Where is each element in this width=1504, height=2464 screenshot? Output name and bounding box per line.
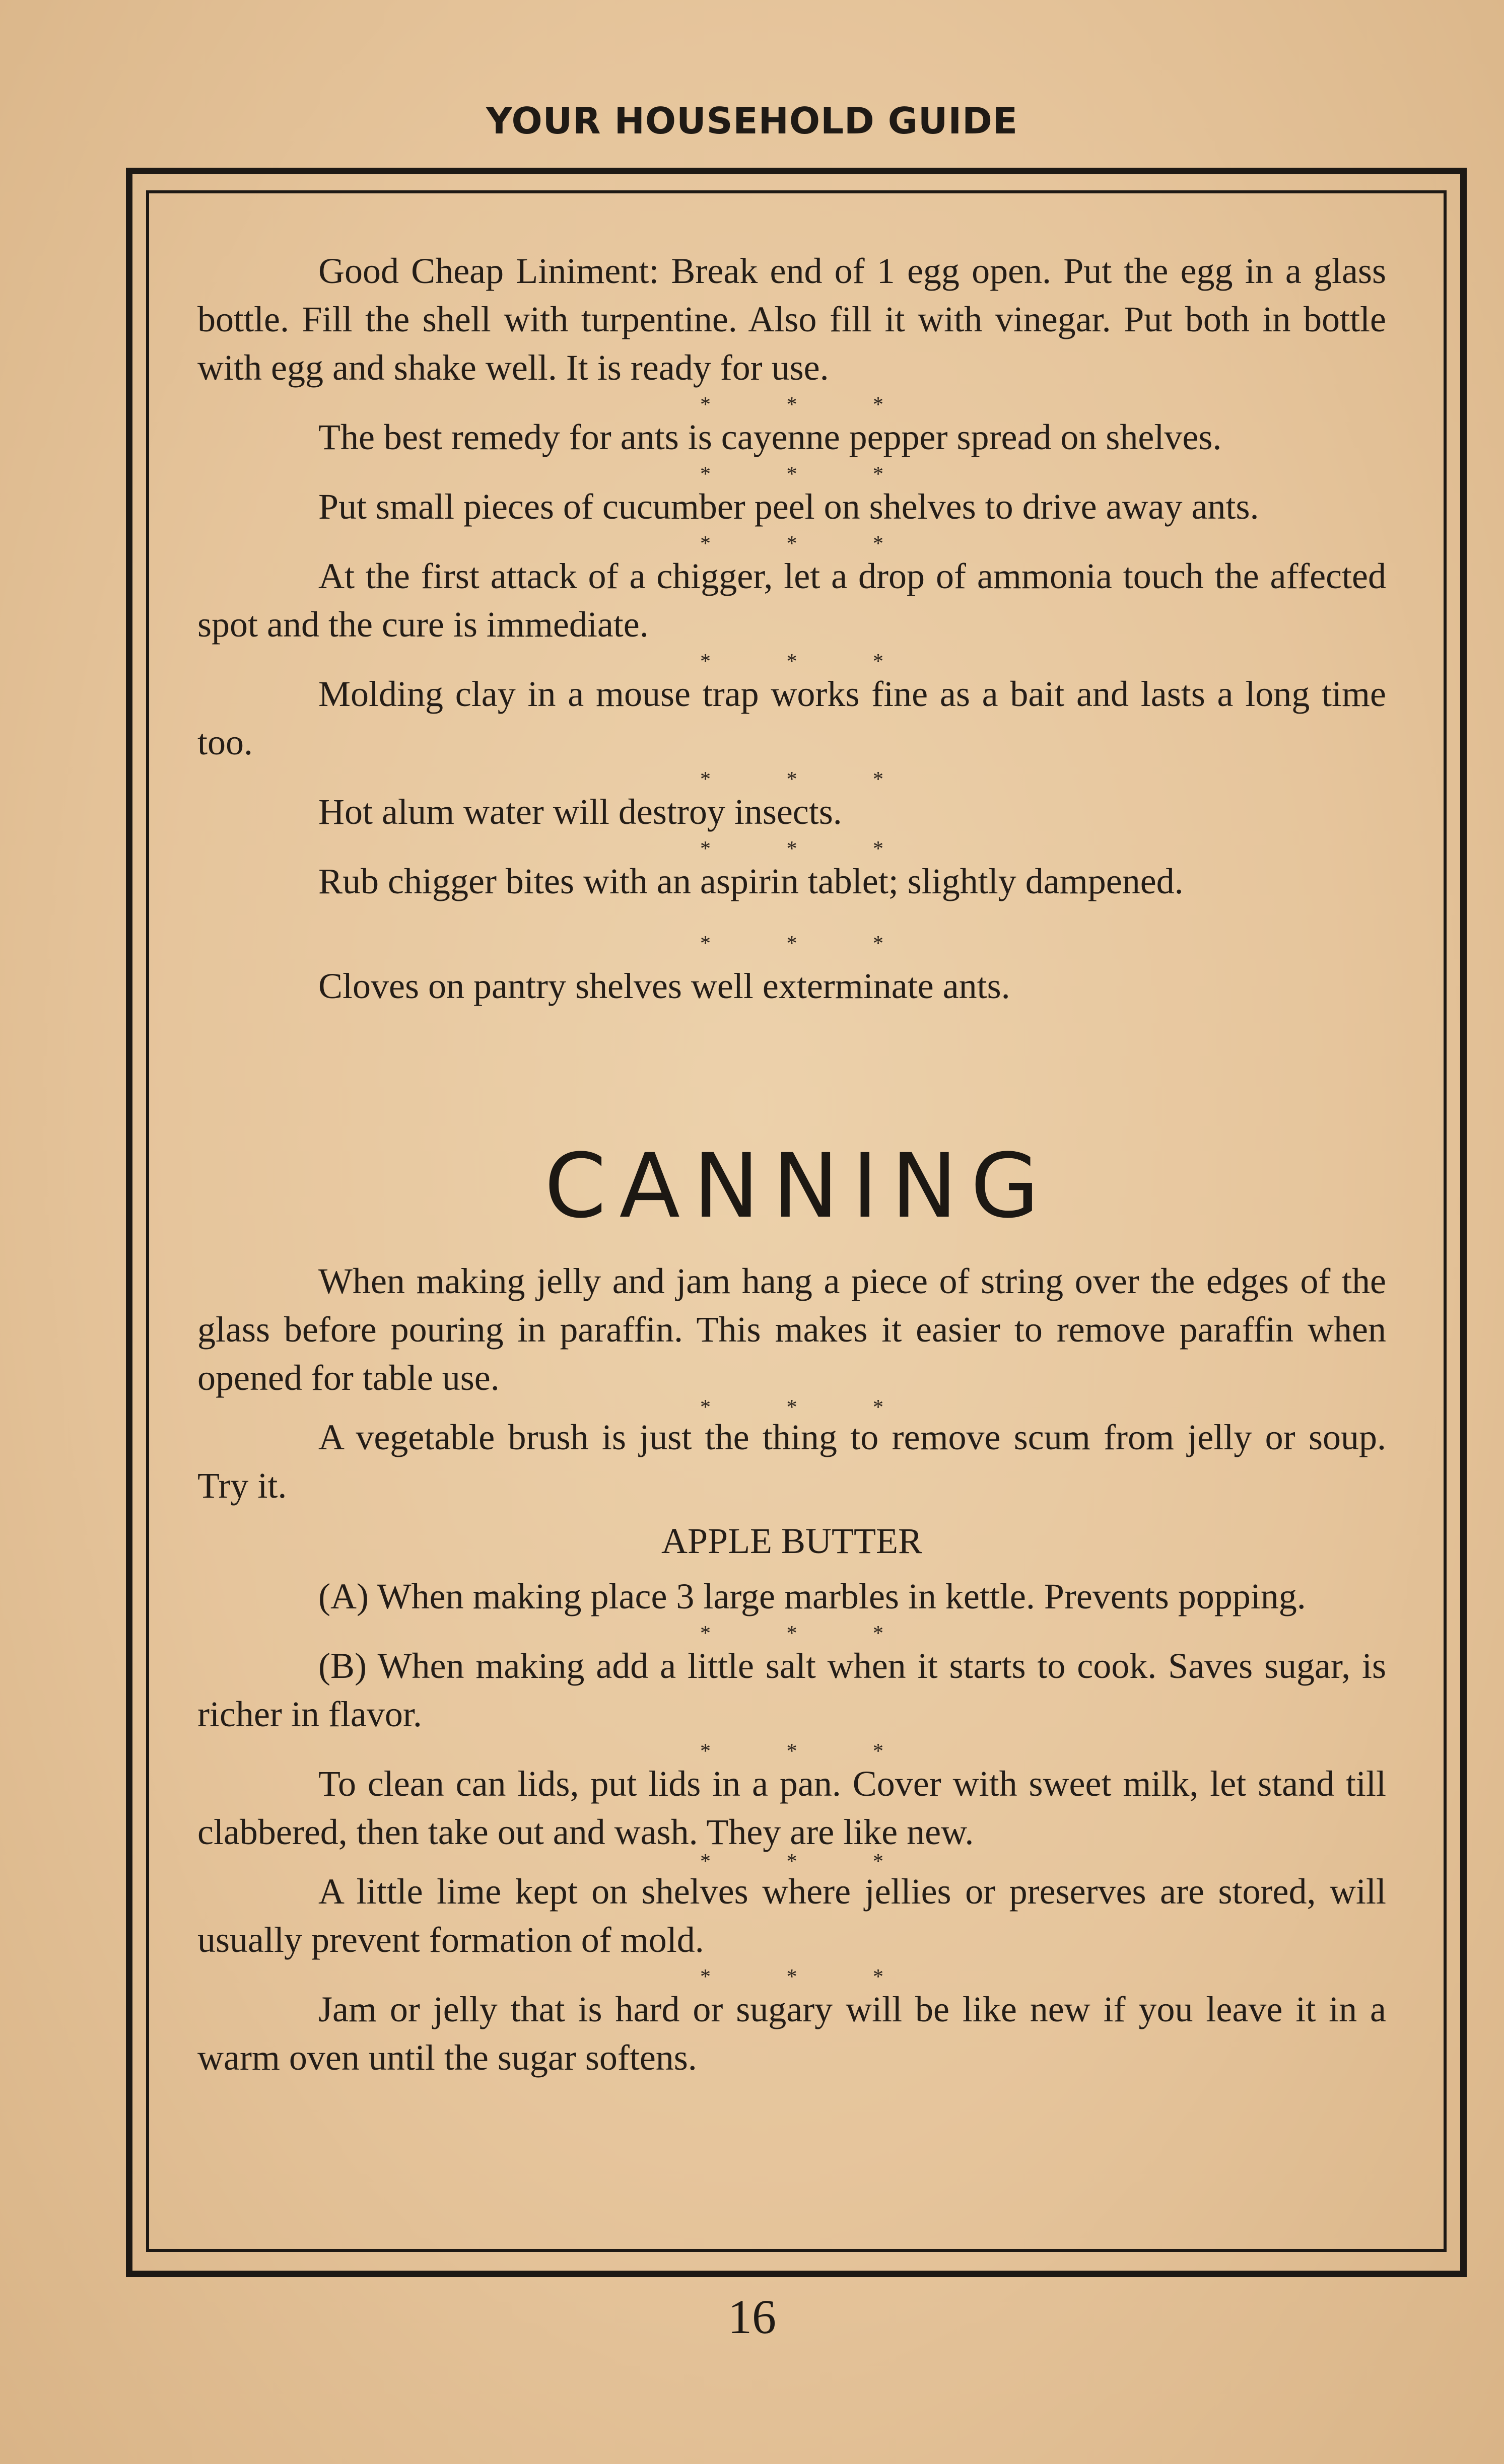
separator-asterisks: * * * [700, 1850, 919, 1873]
separator-asterisks: * * * [700, 932, 919, 955]
subheading-apple-butter: APPLE BUTTER [661, 1521, 923, 1561]
canning-paragraph: Jam or jelly that is hard or sugary will be like new if you leave it in a warm oven until the sugar softens. [197, 1989, 1386, 2078]
separator-asterisks: * * * [700, 650, 919, 673]
separator-asterisks: * * * [700, 1622, 919, 1645]
canning-paragraph: A vegetable brush is just the thing to remove scum from jelly or soup. Try it. [197, 1417, 1386, 1506]
canning-paragraph: A little lime kept on shelves where jellies or preserves are stored, will usually prevent formation of mold. [197, 1871, 1386, 1960]
tip-paragraph: Cloves on pantry shelves well exterminate ants. [318, 966, 1010, 1006]
tip-paragraph: At the first attack of a chigger, let a drop of ammonia touch the affected spot and the cure is immediate. [197, 556, 1386, 645]
apple-butter-step-b: (B) When making add a little salt when it starts to cook. Saves sugar, is richer in flavor. [197, 1646, 1386, 1734]
section-title-canning: CANNING [544, 1135, 1053, 1238]
tip-paragraph: Hot alum water will destroy insects. [318, 792, 842, 832]
running-head: YOUR HOUSEHOLD GUIDE [486, 100, 1018, 142]
tip-paragraph: Good Cheap Liniment: Break end of 1 egg open. Put the egg in a glass bottle. Fill the shell with turpentine. Also fill it with vinegar. Put both in bottle with egg and shake well. It is ready for use. [197, 251, 1386, 388]
tip-paragraph: Molding clay in a mouse trap works fine as a bait and lasts a long time too. [197, 674, 1386, 762]
canning-paragraph: To clean can lids, put lids in a pan. Cover with sweet milk, let stand till clabbered, then take out and wash. They are like new. [197, 1764, 1386, 1852]
separator-asterisks: * * * [700, 1396, 919, 1419]
separator-asterisks: * * * [700, 1965, 919, 1989]
canning-paragraph: When making jelly and jam hang a piece of string over the edges of the glass before pouring in paraffin. This makes it easier to remove paraffin when opened for table use. [197, 1261, 1386, 1398]
page-content [197, 247, 1386, 2082]
separator-asterisks: * * * [700, 1740, 919, 1763]
section-spacer [197, 1010, 1386, 1136]
separator-asterisks: * * * [700, 768, 919, 791]
apple-butter-step-a: (A) When making place 3 large marbles in kettle. Prevents popping. [318, 1576, 1306, 1616]
tip-paragraph: Put small pieces of cucumber peel on shelves to drive away ants. [318, 486, 1259, 527]
separator-asterisks: * * * [700, 393, 919, 416]
separator-asterisks: * * * [700, 837, 919, 861]
tip-paragraph: Rub chigger bites with an aspirin tablet; slightly dampened. [318, 861, 1184, 901]
page-number: 16 [728, 2290, 776, 2344]
separator-asterisks: * * * [700, 463, 919, 486]
separator-asterisks: * * * [700, 532, 919, 555]
tip-paragraph: The best remedy for ants is cayenne pepper spread on shelves. [318, 417, 1222, 457]
